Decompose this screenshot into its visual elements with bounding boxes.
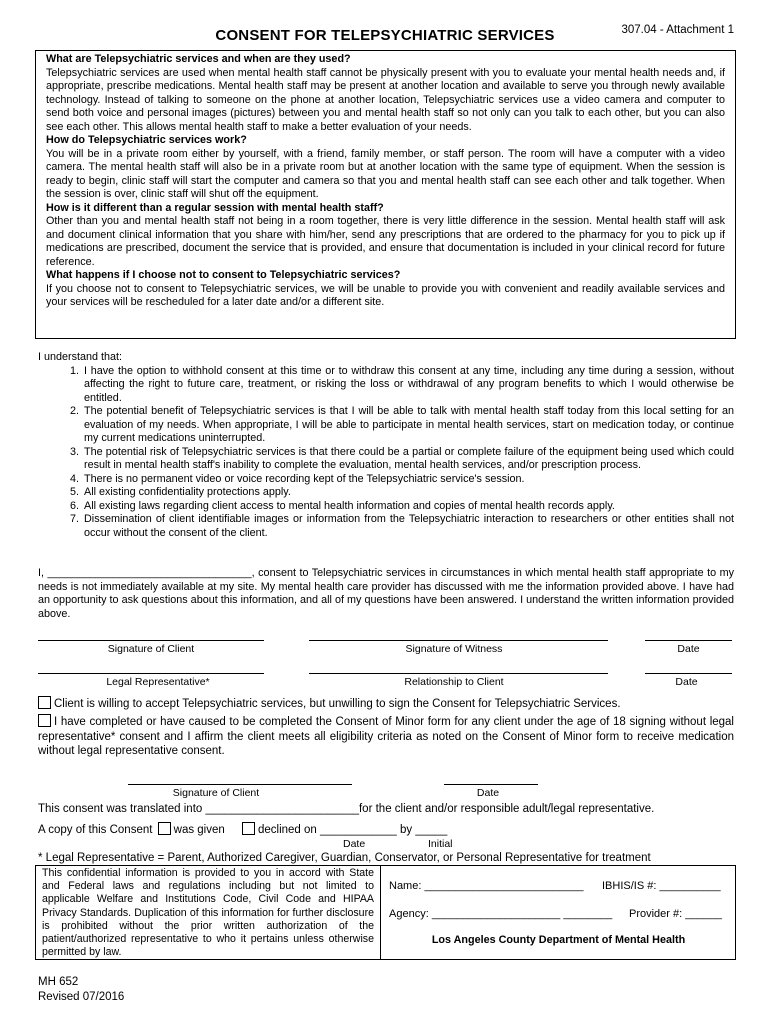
agency-label: Agency: — [389, 908, 429, 920]
name-label: Name: — [389, 880, 422, 892]
relationship-line[interactable] — [309, 673, 608, 674]
provider-field[interactable]: ______ — [685, 908, 722, 920]
info-answer: Telepsychiatric services are used when mental health staff cannot be physically present with you to evaluate your mental health needs and, if appropriate, prescribe medications. Mental health staff may be present at another location and available to serve you through newly available technology. Instead of talking to someone on the phone at another location, Telepsychiatric services use a video camera and computer to send both voice and personal images (pictures) between you and mental health staff so not only can you talk to each other, but you can also see each other. This allows mental health staff to make a better evaluation of your needs. — [46, 66, 725, 133]
given-checkbox[interactable] — [158, 822, 171, 835]
legal-rep-label: Legal Representative* — [106, 676, 210, 688]
agency-row — [389, 908, 612, 922]
form-revised: Revised 07/2016 — [38, 991, 125, 1003]
client-signature-line[interactable] — [38, 640, 264, 641]
copy-prefix: A copy of this Consent — [38, 824, 153, 836]
unwilling-text: Client is willing to accept Telepsychiatric services, but unwilling to sign the Consent for Telepsychiatric Services. — [54, 698, 621, 710]
understand-item: 3. The potential risk of Telepsychiatric services is that there could be a partial or complete failure of the equipment being used which could result in mental health staff's inability to complete the evaluation, mental health services, and/or prescription process. — [82, 446, 734, 473]
minor-row — [38, 714, 734, 759]
ibhis-label: IBHIS/IS #: — [602, 880, 657, 892]
translation-suffix: for the client and/or responsible adult/legal representative. — [358, 803, 655, 815]
minor-checkbox[interactable] — [38, 714, 51, 727]
info-question: What happens if I choose not to consent to Telepsychiatric services? — [46, 269, 401, 281]
consent-text: , consent to Telepsychiatric services in circumstances in which mental health staff appropriate to my needs is not immediately available at my site. My mental health care provider has discussed with me the information provided above. I have had an opportunity to ask questions about this information, and all of my questions have been answered. I understand the written information provided above. — [38, 567, 735, 620]
form-id — [38, 975, 124, 1005]
declined-label: declined on — [257, 824, 317, 836]
info-question: How is it different than a regular session with mental health staff? — [46, 201, 384, 214]
given-label: was given — [173, 824, 225, 836]
agency-field[interactable]: _____________________ — [431, 908, 561, 920]
info-box — [35, 50, 736, 339]
client-signature-line[interactable] — [128, 784, 352, 785]
department-name: Los Angeles County Department of Mental Health — [431, 934, 686, 946]
info-question: What are Telepsychiatric services and when are they used? — [46, 53, 351, 65]
ibhis-field[interactable]: __________ — [659, 880, 721, 892]
date-label: Date — [675, 676, 698, 688]
legal-rep-line[interactable] — [38, 673, 264, 674]
declined-date-field[interactable]: ____________ — [320, 824, 397, 836]
unwilling-row — [38, 696, 734, 712]
unwilling-checkbox[interactable] — [38, 696, 51, 709]
understand-item: 4. There is no permanent video or voice recording kept of the Telepsychiatric service's session. — [82, 473, 734, 487]
consent-prefix: I, — [38, 567, 48, 579]
initial-label: Initial — [428, 838, 453, 850]
client-name-field[interactable]: __________________________________ — [47, 567, 252, 579]
translation-prefix: This consent was translated into — [38, 803, 206, 815]
date-line[interactable] — [645, 640, 732, 641]
understand-item: 7. Dissemination of client identifiable images or information from the Telepsychiatric interaction to researchers or other entities shall not occur without the consent of the client. — [82, 513, 734, 540]
info-question: How do Telepsychiatric services work? — [46, 134, 247, 146]
by-label: by — [399, 824, 413, 836]
copy-date-label: Date — [343, 838, 366, 850]
copy-row — [38, 822, 447, 838]
initial-field[interactable]: _____ — [415, 824, 448, 836]
understand-list — [38, 365, 734, 541]
info-answer: Other than you and mental health staff not being in a room together, there is very little difference in the session. Mental health staff will ask and document clinical information that you share with him/her, send any prescriptions that are ordered to the pharmacy for you to pick up if medications are prescribed, document the service that is provided, and ensure that documentation is included in your clinical record for future reference. — [46, 215, 725, 268]
witness-signature-label: Signature of Witness — [405, 643, 503, 655]
page-title: CONSENT FOR TELEPSYCHIATRIC SERVICES — [215, 27, 555, 44]
ibhis-row — [602, 880, 721, 894]
understand-item: 2. The potential benefit of Telepsychiatric services is that I will be able to talk with mental health staff today from this local setting for an evaluation of my needs. When appropriate, I will be able to participate in mental health services, start on medication today, or continue my current medications uninterrupted. — [82, 405, 734, 446]
info-answer: You will be in a private room either by yourself, with a friend, family member, or staff person. The room will have a computer with a video camera. The mental health staff will also be in a private room but at another location with the same type of equipment. When the session is ready to begin, clinic staff will start the computer and camera so that you and mental health staff can see each other and talk together. When the session is over, clinic staff will shut off the equipment. — [46, 147, 725, 200]
language-field[interactable]: ________________________ — [205, 803, 359, 815]
consent-statement — [38, 567, 734, 621]
witness-signature-line[interactable] — [309, 640, 608, 641]
name-field[interactable]: __________________________ — [424, 880, 584, 892]
understand-item: 5. All existing confidentiality protections apply. — [82, 486, 734, 500]
agency-field-2[interactable]: ________ — [563, 908, 613, 920]
date-label: Date — [476, 787, 500, 799]
form-number: MH 652 — [38, 976, 79, 988]
name-row — [389, 880, 584, 894]
provider-label: Provider #: — [629, 908, 683, 920]
client-signature-label: Signature of Client — [107, 643, 195, 655]
understand-item: 1. I have the option to withhold consent at this time or to withdraw this consent at any time, including any time during a session, without affecting the right to future care, treatment, or risking the loss or withdrawal of any program benefits to which I would otherwise be entitled. — [82, 365, 734, 406]
translation-row — [38, 803, 654, 817]
client-signature-label: Signature of Client — [172, 787, 260, 799]
confidentiality-notice: This confidential information is provided to you in accord with State and Federal laws and regulations including but not limited to applicable Welfare and Institutions Code, Civil Code and HIPAA Privacy Standards. Duplication of this information for further disclosure is prohibited without the prior written authorization of the patient/authorized representative to who it pertains unless otherwise permitted by law. — [36, 866, 381, 959]
date-line[interactable] — [444, 784, 538, 785]
date-line[interactable] — [645, 673, 732, 674]
understand-section — [38, 351, 734, 540]
legal-rep-note: * Legal Representative = Parent, Authorized Caregiver, Guardian, Conservator, or Personal Representative for treatment — [38, 852, 651, 864]
understand-intro: I understand that: — [38, 351, 123, 363]
info-answer: If you choose not to consent to Telepsychiatric services, we will be unable to provide you with convenient and readily available services and your services will be rescheduled for a later date and/or a different site. — [46, 282, 725, 308]
minor-text: I have completed or have caused to be completed the Consent of Minor form for any client under the age of 18 signing without legal representative* consent and I affirm the client meets all eligibility criteria as noted on the Consent of Minor form to receive medication without legal representative consent. — [38, 716, 734, 757]
declined-checkbox[interactable] — [242, 822, 255, 835]
attachment-label: 307.04 - Attachment 1 — [621, 24, 734, 36]
client-info-panel — [382, 866, 735, 959]
footer-box — [35, 865, 736, 960]
relationship-label: Relationship to Client — [404, 676, 504, 688]
provider-row — [629, 908, 722, 922]
date-label: Date — [677, 643, 700, 655]
understand-item: 6. All existing laws regarding client access to mental health information and copies of mental health records apply. — [82, 500, 734, 514]
